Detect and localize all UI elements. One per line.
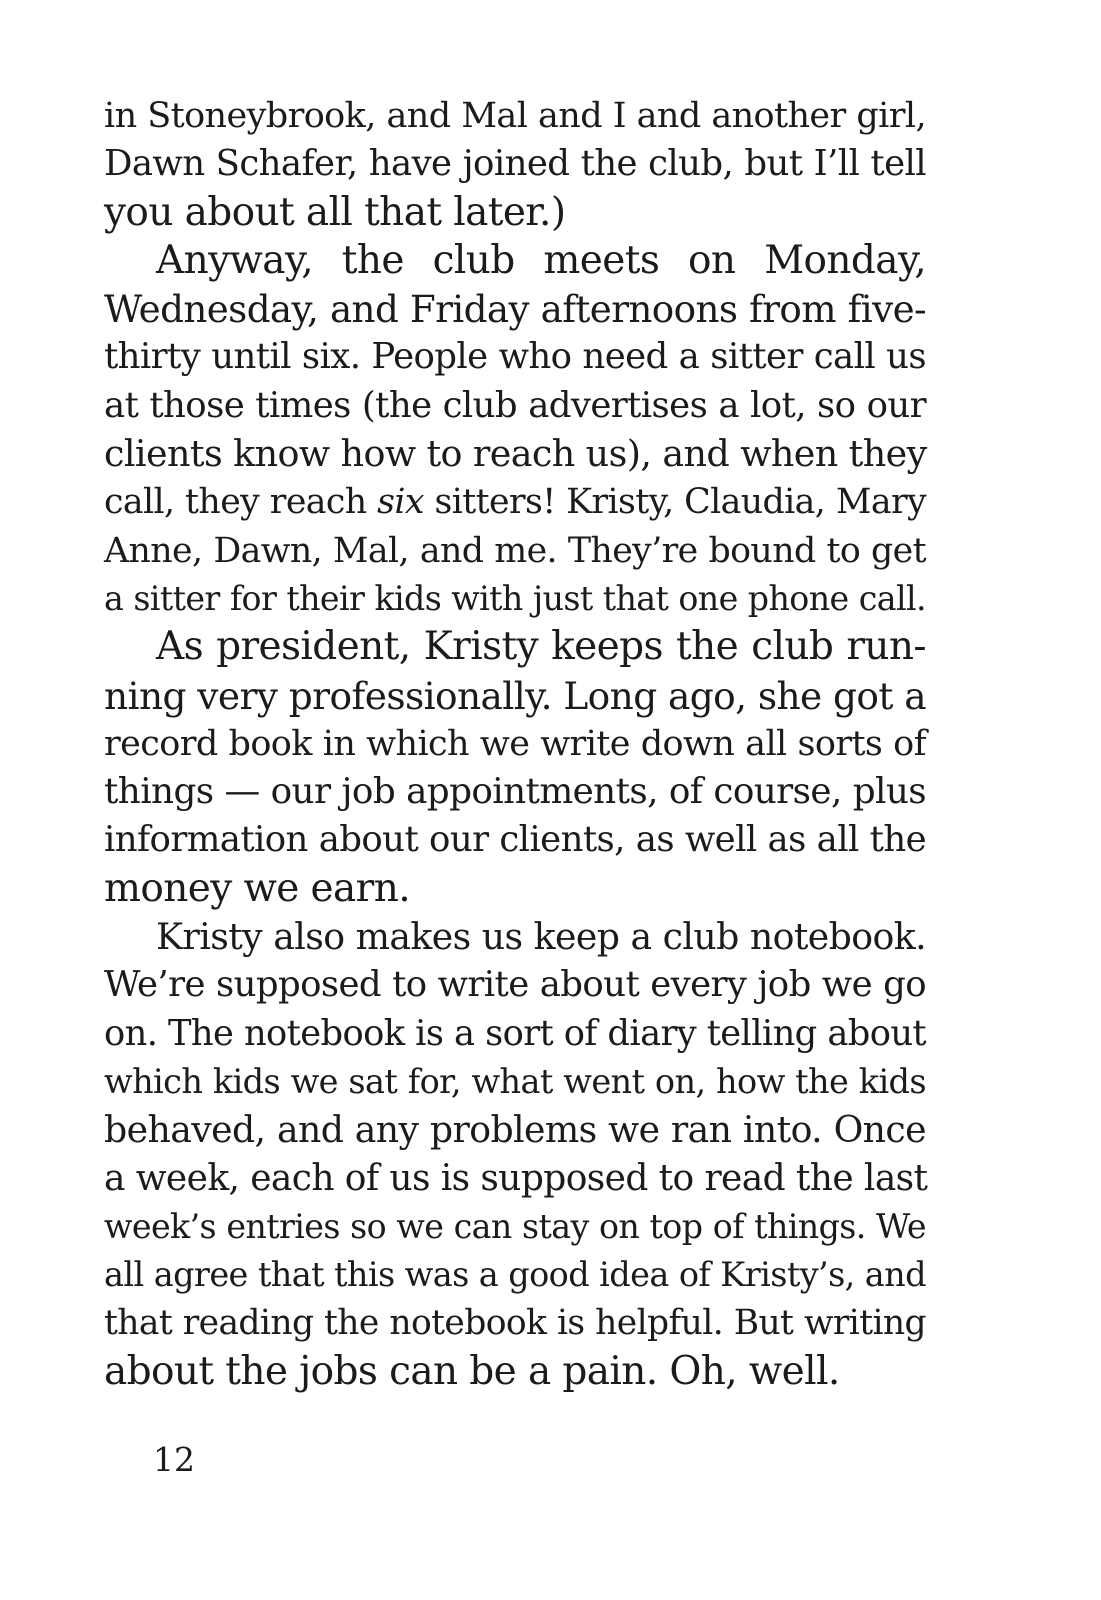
text-line: Anne, Dawn, Mal, and me. They’re bound to get	[104, 530, 926, 571]
text-line: record book in which we write down all sorts of	[104, 723, 926, 764]
text-line: As president, Kristy keeps the club run-	[156, 624, 926, 670]
text-line: about the jobs can be a pain. Oh, well.	[104, 1348, 840, 1394]
text-line: ning very professionally. Long ago, she got a	[104, 673, 926, 718]
text-line: things — our job appointments, of course, plus	[104, 771, 926, 813]
text-line: We’re supposed to write about every job we go	[104, 964, 926, 1006]
text-line: clients know how to reach us), and when they	[104, 432, 927, 476]
text-line: behaved, and any problems we ran into. Once	[104, 1108, 926, 1152]
text-line: a sitter for their kids with just that one phone call.	[104, 578, 926, 618]
text-line	[104, 478, 926, 526]
text-line: money we earn.	[104, 865, 411, 911]
text-line: you about all that later.)	[104, 189, 566, 235]
text-line: that reading the notebook is helpful. But writing	[104, 1303, 926, 1344]
text-line: Wednesday, and Friday afternoons from five-	[104, 287, 926, 332]
text-line: at those times (the club advertises a lot, so our	[104, 384, 926, 426]
body-text	[104, 92, 926, 1396]
italic-emphasis: six	[377, 482, 424, 523]
text-segment: sitters! Kristy, Claudia, Mary	[423, 482, 926, 523]
text-segment: call, they reach	[104, 482, 378, 523]
page-number: 12	[153, 1440, 195, 1479]
text-line: Dawn Schafer, have joined the club, but I’ll tell	[104, 143, 926, 185]
text-line: which kids we sat for, what went on, how the kids	[104, 1061, 926, 1101]
text-line: information about our clients, as well as all the	[104, 819, 926, 861]
text-line: Anyway, the club meets on Monday,	[156, 237, 926, 283]
text-line: on. The notebook is a sort of diary telling about	[104, 1012, 926, 1054]
text-line: week’s entries so we can stay on top of things. We	[104, 1206, 926, 1246]
text-line: all agree that this was a good idea of Kristy’s, and	[104, 1255, 926, 1295]
text-line: Kristy also makes us keep a club notebook.	[156, 915, 926, 959]
text-line: a week, each of us is supposed to read the last	[104, 1157, 928, 1199]
text-line: in Stoneybrook, and Mal and I and another girl,	[104, 96, 926, 136]
text-line: thirty until six. People who need a sitter call us	[104, 336, 926, 378]
